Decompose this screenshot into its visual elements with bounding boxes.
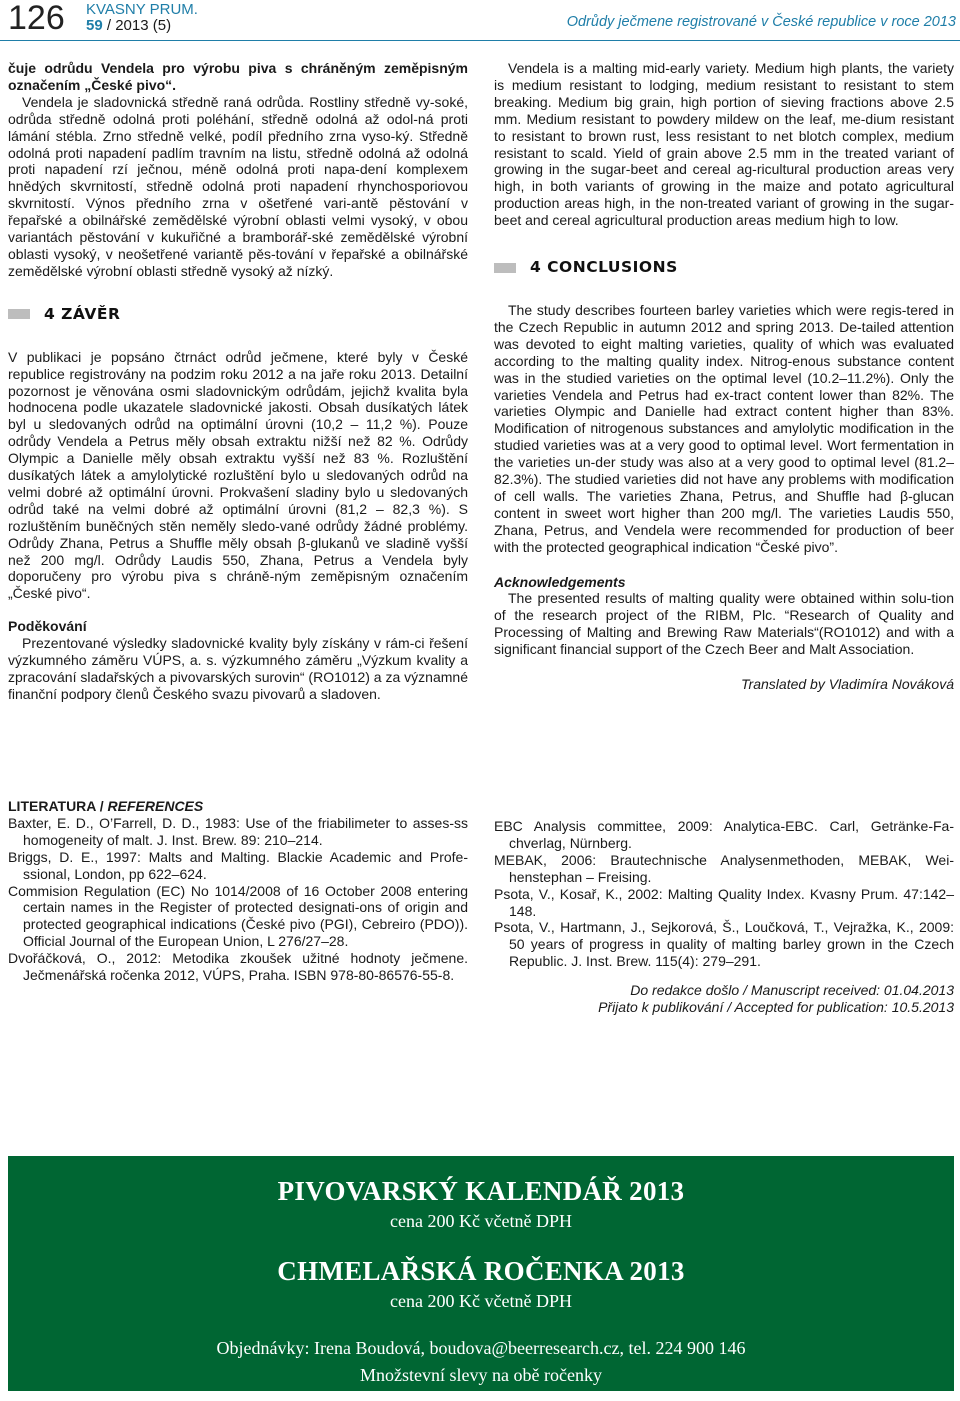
banner-price-calendar: cena 200 Kč včetně DPH xyxy=(390,1211,572,1231)
reference-item: EBC Analysis committee, 2009: Analytica-EBC. Carl, Getränke-Fa-chverlag, Nürnberg. xyxy=(494,818,954,851)
journal-issue xyxy=(86,18,198,34)
references-title-en: REFERENCES xyxy=(107,798,204,814)
right-column xyxy=(494,60,954,693)
header-rule xyxy=(0,40,960,41)
thanks-title: Poděkování xyxy=(8,618,87,635)
banner-orders: Objednávky: Irena Boudová, boudova@beerresearch.cz, tel. 224 900 146 xyxy=(216,1338,746,1358)
translator-signature: Translated by Vladimíra Nováková xyxy=(741,676,954,693)
references-title xyxy=(8,798,468,815)
banner-discount: Množstevní slevy na obě ročenky xyxy=(360,1365,602,1385)
section-heading-zaver xyxy=(8,306,468,323)
reference-item: Commision Regulation (EC) No 1014/2008 of 16 October 2008 entering certain names in the Register of protected designati-ons of origin and protected geographical indications (České pivo (PGI), Cebreiro (PDO)). Official Journal of the European Union, L 276/27–28. xyxy=(8,882,468,950)
advert-banner xyxy=(8,1156,954,1391)
reference-item: Dvořáčková, O., 2012: Metodika zkoušek užitné hodnoty ječmene. Ječmenářská ročenka 2012, VÚPS, Praha. ISBN 978-80-86576-55-8. xyxy=(8,950,468,984)
vendela-desc-part2: Středně odolná proti napadení padlím travním na listu, středně odolná až odolná proti napadení rzí ječnou, méně odolná proti napa-dení komplexem hnědých skvrnitostí, středně odolná proti napadení rhynchosporiovou skvrnitostí. xyxy=(8,127,468,212)
vendela-recommendation: čuje odrůdu Vendela pro výrobu piva s chráněným zeměpisným označením „České pivo“. xyxy=(8,60,468,93)
banner-title-yearbook: CHMELAŘSKÁ ROČENKA 2013 xyxy=(277,1256,685,1286)
reference-item: Briggs, D. E., 1997: Malts and Malting. Blackie Academic and Profe-ssional, London, pp 622–624. xyxy=(8,848,468,882)
page-number: 126 xyxy=(8,0,65,37)
journal-name: KVASNY PRUM. xyxy=(86,1,198,18)
vendela-desc-part1: Vendela je sladovnická středně raná odrůda. Rostliny středně vy-soké, odrůda středně odolná proti poléhání, středně odolná až odol-ná proti lámání stébla. Zrno středně velké, podíl předního zrna vyso-ký. xyxy=(8,93,468,144)
reference-item: Baxter, E. D., O’Farrell, D. D., 1983: Use of the friabilimeter to asses-ss homogeneity of malt. J. Inst. Brew. 89: 210–214. xyxy=(8,814,468,848)
vendela-description-en: Vendela is a malting mid-early variety. Medium high plants, the variety is medium resistant to lodging, medium resistant to resistant to stem breaking. Medium big grain, high portion of sieving fractions above 2.5 mm. Medium resistant to powdery mildew on the leaf, me-dium resistant to resistant to brown rust, less resistant to net blotch complex, medium resistant to scald. Yield of grain above 2.5 mm in the treated variant of growing in the sugar-beet and cereal ag-ricultural production areas very high, in both variants of growing in the maize and potato agricultural production areas high, in the non-treated variant of growing in the sugar-beet and cereal agricultural production areas medium high to low. xyxy=(494,60,954,229)
manuscript-dates xyxy=(494,982,954,1016)
banner-price-yearbook: cena 200 Kč včetně DPH xyxy=(390,1291,572,1311)
thanks-text: Prezentované výsledky sladovnické kvality byly získány v rám-ci řešení výzkumného záměru VÚPS, a. s. výzkumného záměru „Výzkum kvality a zpracování sladařských a pivovarských surovin“ (RO1012) a za významné finanční podpory členů Českého svazu pivovarů a sladoven. xyxy=(8,635,468,702)
running-title: Odrůdy ječmene registrované v České republice v roce 2013 xyxy=(566,14,956,30)
vendela-desc-part3: Výnos předního zrna v ošetřené vari-antě pěstování v řepařské a obilnářské zemědělské výrobní oblasti velmi vysoký, v obou variantách pěstování v kukuřičné a bramborář-ské zemědělské výrobní oblasti vysoký, v neošetřené variantě pěs-tování v řepařské a obilnářské zemědělské výrobní oblasti středně vysoký až nízký. xyxy=(8,195,468,279)
references-left xyxy=(8,798,468,984)
vendela-description-cz xyxy=(8,94,468,280)
reference-item: Psota, V., Hartmann, J., Sejkorová, Š., Loučková, T., Vejražka, K., 2009: 50 years of progress in quality of malting barley grown in the Czech Republic. J. Inst. Brew. 115(4): 279–291. xyxy=(494,919,954,970)
references-title-cz: LITERATURA / xyxy=(8,798,108,814)
banner-title-calendar: PIVOVARSKÝ KALENDÁŘ 2013 xyxy=(277,1176,685,1206)
journal-info xyxy=(86,2,198,34)
references-right xyxy=(494,818,954,1016)
section-title: 4 ZÁVĚR xyxy=(44,304,121,323)
journal-issue-rest: / 2013 (5) xyxy=(102,17,172,34)
conclusion-cz: V publikaci je popsáno čtrnáct odrůd ječmene, které byly v České republice registrovány na podzim roku 2012 a na jaře roku 2013. Detailní pozornost je věnována osmi sladovnickým odrůdám, jejichž kvalita byla hodnocena podle ukazatele sladovnické jakosti. Obsah dusíkatých látek byl u sledovaných odrůd na optimální úrovni (10,2 – 11,2 %). Pouze odrůdy Vendela a Petrus měly obsah extraktu nižší než 82 %. Odrůdy Olympic a Danielle měly obsah extraktu vyšší než 83 %. Rozluštění dusíkatých látek a amylolytické rozluštění bylo u sledovaných odrůd na velmi dobré až optimální úrovni. Prokvašení sladiny bylo u sledovaných odrůd také na velmi dobré až optimální úrovni (81,2 – 82,3 %). S rozluštěním buněčných stěn neměly sledo-vané odrůdy žádné problémy. Odrůdy Zhana, Petrus a Shuffle měly obsah β-glukanů ve sladině vyšší než 200 mg/l. Odrůdy Laudis 550, Zhana, Petrus a Vendela byly doporučeny pro výrobu piva s chráně-ným zeměpisným označením „České pivo“. xyxy=(8,348,468,602)
conclusions-en: The study describes fourteen barley varieties which were regis-tered in the Czech Republic in autumn 2012 and spring 2013. De-tailed attention was devoted to eight malting varieties, quality of which was evaluated according to the malting quality index. Nitrog-enous substance content was in the studied varieties on the optimal level (10.2–11.2%). Only the varieties Vendela and Petrus had ex-tract content lower than 82%. The varieties Olympic and Danielle had extract content higher than 83%. Modification of nitrogenous substances and amylolytic modification in the studied varieties was at a very good to optimal level. Wort fermentation in the varieties un-der study was also at a very good to optimal level (81.2–82.3%). The studied varieties did not have any problems with modification of cell walls. The varieties Zhana, Petrus, and Shuffle had β-glucan content in sweet wort higher than 200 mg/l. The varieties Laudis 550, Zhana, Petrus, and Vendela were recommended for production of beer with the protected geographical indication “České pivo”. xyxy=(494,301,954,555)
section-bar-icon xyxy=(8,309,30,319)
journal-volume: 59 xyxy=(86,17,103,34)
received-date: Do redakce došlo / Manuscript received: 01.04.2013 xyxy=(630,982,954,999)
left-column xyxy=(8,60,468,703)
acknowledgements-text: The presented results of malting quality were obtained within solu-tion of the research project of the RIBM, Plc. “Research of Quality and Processing of Malting and Brewing Raw Materials“(RO1012) and with a significant financial support of the Czech Beer and Malt Association. xyxy=(494,590,954,658)
section-heading-conclusions xyxy=(494,259,954,276)
section-bar-icon xyxy=(494,263,516,273)
reference-item: Psota, V., Kosař, K., 2002: Malting Quality Index. Kvasny Prum. 47:142–148. xyxy=(494,885,954,919)
accepted-date: Přijato k publikování / Accepted for publication: 10.5.2013 xyxy=(598,999,954,1016)
reference-item: MEBAK, 2006: Brautechnische Analysenmethoden, MEBAK, Wei-henstephan – Freising. xyxy=(494,851,954,885)
section-title: 4 CONCLUSIONS xyxy=(530,258,678,277)
acknowledgements-title: Acknowledgements xyxy=(494,573,626,590)
